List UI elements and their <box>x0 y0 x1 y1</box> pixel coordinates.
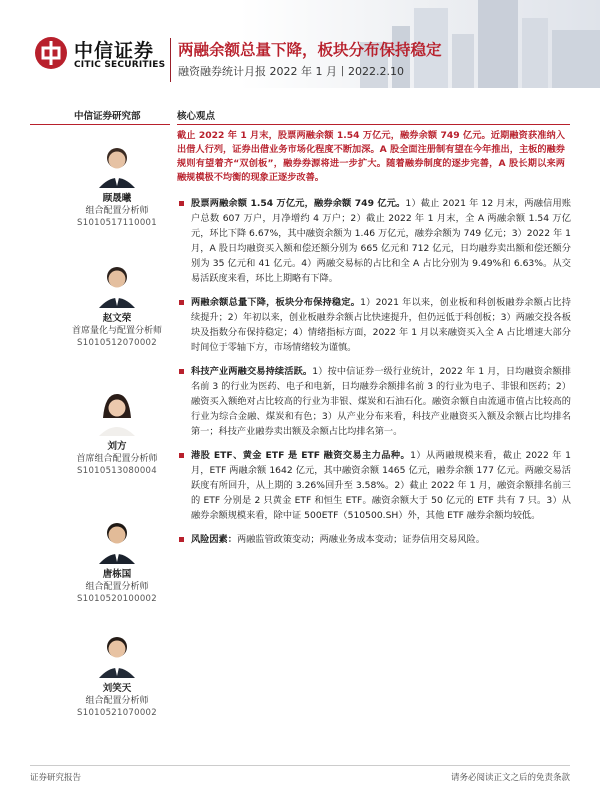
analyst-name: 赵文荣 <box>102 313 132 324</box>
skyline-building <box>478 0 518 88</box>
analyst-id: S1010520100002 <box>77 594 157 604</box>
key-point <box>177 295 571 355</box>
key-point-text: 1）按中信证券一级行业统计，2022 年 1 月，日均融资余额排名前 3 的行业为医药、电子和电新，日均融券余额排名前 3 的行业为电子、非银和医药；2）融资买入额绝对占比较高的行业为非银、煤炭和石油石化。融资余额自由流通市值占比较高的行业为综合金融、煤炭和有色；3）从产业分布来看，科技产业融资买入额及余额占比均排名第一；科技产业融券卖出额及余额占比均排名第一。 <box>191 366 571 437</box>
key-point-text: 两融监管政策变动；两融业务成本变动；证券信用交易风险。 <box>236 534 485 545</box>
analyst-card <box>58 260 176 350</box>
key-point-lead: 科技产业两融交易持续活跃。 <box>191 366 313 377</box>
analyst-photo <box>93 140 141 188</box>
analyst-card <box>58 140 176 230</box>
analyst-role: 组合配置分析师 <box>85 696 149 706</box>
skyline-building <box>552 30 600 88</box>
main-rule <box>177 124 570 125</box>
core-views-label: 核心观点 <box>177 111 216 122</box>
key-point-text: 1）截止 2021 年 12 月末，两融信用账户总数 607 万户，月净增约 4 万户；2）截止 2022 年 1 月末，全 A 两融余额 1.54 万亿元，环比下降 6.67%，其中融资余额为 1.46 万亿元，融券余额为 749 亿元；3）2022 年 1 月，A 股日均融资买入额和偿还额分别为 665 亿元和 712 亿元，日均融券卖出额和偿还额分别为 35 亿元和 41 亿元。4）两融交易标的占比和全 A 占比分别为 9.49%和 6.63%。从交易活跃度来看，环比上期略有下降。 <box>191 198 572 284</box>
key-point-lead: 风险因素： <box>191 534 237 545</box>
key-point <box>177 196 571 286</box>
research-dept-label: 中信证券研究部 <box>74 111 141 122</box>
brand-name-en: CITIC SECURITIES <box>74 60 166 70</box>
analyst-photo <box>93 260 141 308</box>
footer-disclaimer: 请务必阅读正文之后的免责条款 <box>450 773 570 783</box>
analyst-name: 刘笑天 <box>102 683 132 694</box>
citic-logo-icon <box>34 36 68 70</box>
analyst-id: S1010513080004 <box>77 466 157 476</box>
analyst-photo <box>93 516 141 564</box>
key-point <box>177 532 571 547</box>
analyst-name: 顾晟曦 <box>102 193 132 204</box>
footer-report-type: 证券研究报告 <box>30 773 82 783</box>
analyst-card <box>58 388 176 478</box>
analyst-id: S1010517110001 <box>77 218 157 228</box>
report-header <box>0 0 600 88</box>
skyline-building <box>522 18 548 88</box>
analyst-id: S1010512070002 <box>77 338 157 348</box>
analyst-role: 首席量化与配置分析师 <box>71 326 162 336</box>
key-point-text: 1）2021 年以来，创业板和科创板融券余额占比持续提升；2）年初以来，创业板融券余额占比快速提升，但仍远低于科创板；3）两融交投各板块及指数分布保持稳定；4）情绪指标方面，2022 年 1 月以来融资买入全 A 占比增速大部分时间位于零轴下方，市场情绪较为谨慎。 <box>191 297 571 353</box>
analyst-name: 刘方 <box>107 441 127 452</box>
analyst-name: 唐栋国 <box>102 569 132 580</box>
key-point <box>177 448 571 523</box>
summary-paragraph: 截止 2022 年 1 月末，股票两融余额 1.54 万亿元，融券余额 749 亿元。近期融资获准纳入出借人行列，证券出借业务市场化程度不断加深。A 股全面注册制有望在今年推出，主板的融券规则有望着齐“双创板”，融券券源将进一步扩大。随着融券制度的逐步完善，A 股长期以来两融规模极不均衡的现象正逐步改善。 <box>177 130 565 183</box>
analyst-role: 组合配置分析师 <box>85 582 149 592</box>
key-point <box>177 364 571 439</box>
analyst-id: S1010521070002 <box>77 708 157 718</box>
key-point-lead: 两融余额总量下降，板块分布保持稳定。 <box>191 297 361 308</box>
analyst-photo <box>93 388 141 436</box>
analyst-photo <box>93 630 141 678</box>
analyst-role: 组合配置分析师 <box>85 206 149 216</box>
analyst-role: 首席组合配置分析师 <box>76 454 158 464</box>
key-points-list <box>177 196 571 556</box>
key-point-text: 1）从两融规模来看，截止 2022 年 1 月，ETF 两融余额 1642 亿元，其中融资余额 1465 亿元，融券余额 177 亿元。两融交易活跃度有所回升，从上期的 3.26%回升至 3.58%。2）截止 2022 年 1 月，融资余额排名前三的 ETF 分别是 2 只黄金 ETF 和恒生 ETF。融资余额大于 50 亿元的 ETF 共有 7 只。3）从融券余额规模来看，除中证 500ETF（510500.SH）外，其他 ETF 融券余额均较低。 <box>191 450 571 521</box>
skyline-building <box>452 34 474 88</box>
key-point-lead: 股票两融余额 1.54 万亿元，融券余额 749 亿元。 <box>191 198 406 209</box>
report-title: 两融余额总量下降，板块分布保持稳定 <box>178 41 442 59</box>
sidebar-rule <box>30 124 170 125</box>
header-divider <box>170 38 171 82</box>
footer-rule <box>30 765 570 766</box>
analyst-card <box>58 630 176 720</box>
analyst-card <box>58 516 176 606</box>
report-subtitle: 融资融券统计月报 2022 年 1 月丨2022.2.10 <box>178 65 404 78</box>
key-point-lead: 港股 ETF、黄金 ETF 是 ETF 融资交易主力品种。 <box>191 450 411 461</box>
brand-name-cn: 中信证券 <box>74 40 155 62</box>
